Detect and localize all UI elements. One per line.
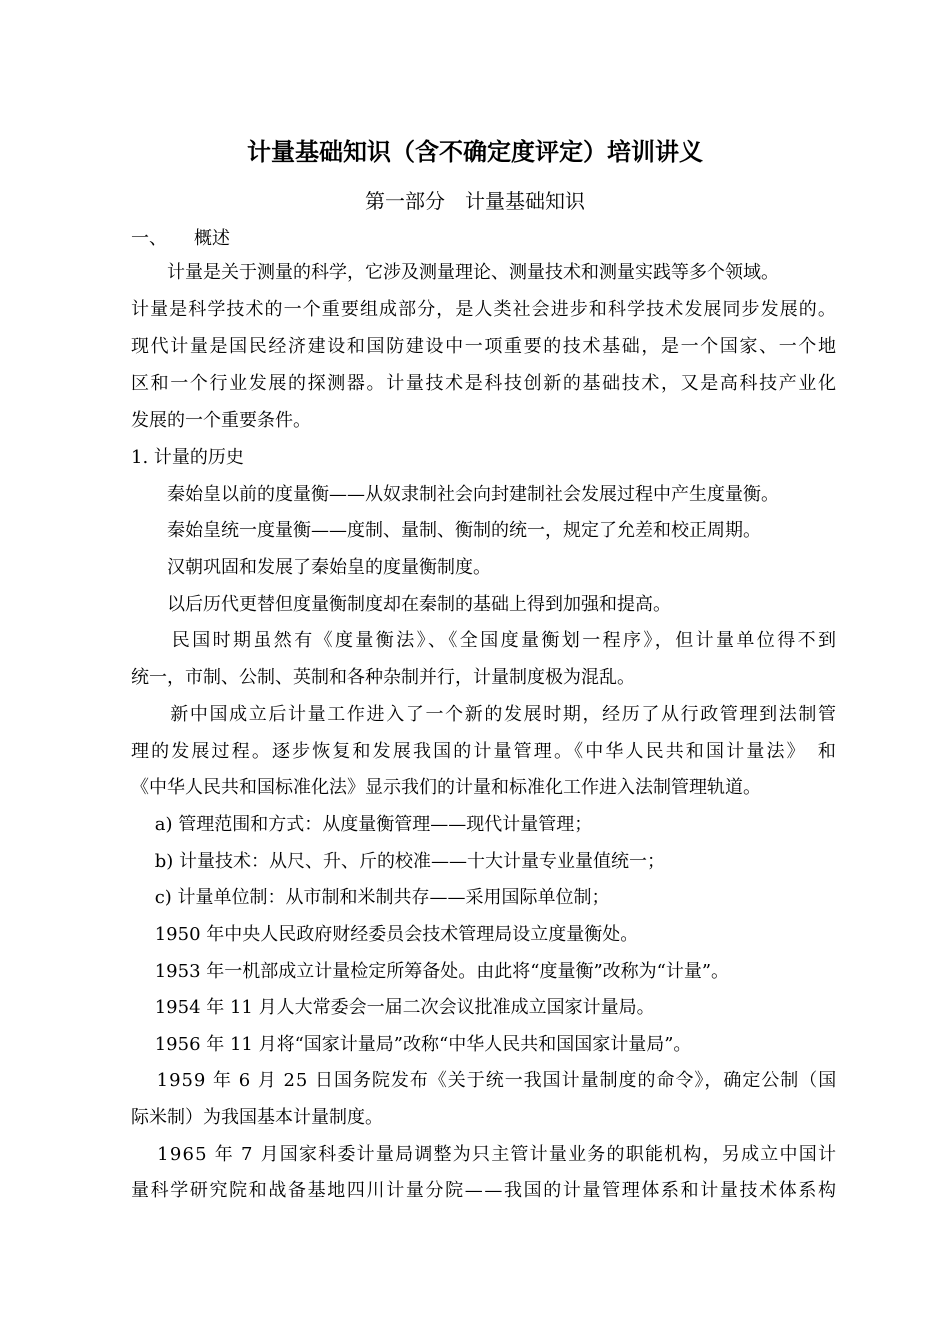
body-line: 1954 年 11 月人大常委会一届二次会议批准成立国家计量局。 [131, 997, 655, 1018]
part-heading: 第一部分 计量基础知识 [365, 189, 585, 213]
body-line: 民国时期虽然有《度量衡法》、《全国度量衡划一程序》，但计量单位得不到 [131, 630, 839, 651]
body-line: 统一，市制、公制、英制和各种杂制并行，计量制度极为混乱。 [131, 667, 635, 688]
body-line: 秦始皇以前的度量衡——从奴隶制社会向封建制社会发展过程中产生度量衡。 [131, 484, 779, 505]
body-line: 新中国成立后计量工作进入了一个新的发展时期，经历了从行政管理到法制管 [131, 704, 838, 725]
body-line: 际米制）为我国基本计量制度。 [131, 1107, 383, 1128]
body-line: 1. 计量的历史 [131, 447, 244, 468]
section-heading: 一、 概述 [131, 228, 230, 249]
body-line: 区和一个行业发展的探测器。计量技术是科技创新的基础技术，又是高科技产业化 [131, 373, 838, 394]
body-line: 《中华人民共和国标准化法》显示我们的计量和标准化工作进入法制管理轨道。 [131, 777, 761, 798]
body-line: b) 计量技术：从尺、升、斤的校准——十大计量专业量值统一； [131, 851, 665, 872]
body-line: 计量是关于测量的科学，它涉及测量理论、测量技术和测量实践等多个领域。 [131, 262, 779, 283]
body-line: 1950 年中央人民政府财经委员会技术管理局设立度量衡处。 [131, 924, 639, 945]
body-line: 1953 年一机部成立计量检定所筹备处。由此将“度量衡”改称为“计量”。 [131, 961, 730, 982]
body-line: c) 计量单位制：从市制和米制共存——采用国际单位制； [131, 887, 610, 908]
body-line: 1959 年 6 月 25 日国务院发布《关于统一我国计量制度的命令》，确定公制（国 [131, 1070, 838, 1091]
body-line: a) 管理范围和方式：从度量衡管理——现代计量管理； [131, 814, 593, 835]
body-line: 理的发展过程。逐步恢复和发展我国的计量管理。《中华人民共和国计量法》 和 [131, 741, 839, 762]
body-line: 1956 年 11 月将“国家计量局”改称“中华人民共和国国家计量局”。 [131, 1034, 692, 1055]
body-line: 现代计量是国民经济建设和国防建设中一项重要的技术基础，是一个国家、一个地 [131, 336, 838, 357]
body-line: 以后历代更替但度量衡制度却在秦制的基础上得到加强和提高。 [131, 594, 671, 615]
document-title: 计量基础知识（含不确定度评定）培训讲义 [247, 138, 703, 166]
body-line: 计量是科学技术的一个重要组成部分，是人类社会进步和科学技术发展同步发展的。 [131, 299, 837, 320]
body-line: 汉朝巩固和发展了秦始皇的度量衡制度。 [131, 557, 491, 578]
body-line: 秦始皇统一度量衡——度制、量制、衡制的统一，规定了允差和校正周期。 [131, 520, 761, 541]
body-line: 发展的一个重要条件。 [131, 410, 311, 431]
body-line: 量科学研究院和战备基地四川计量分院——我国的计量管理体系和计量技术体系构 [131, 1180, 838, 1201]
body-line: 1965 年 7 月国家科委计量局调整为只主管计量业务的职能机构，另成立中国计 [131, 1144, 838, 1165]
